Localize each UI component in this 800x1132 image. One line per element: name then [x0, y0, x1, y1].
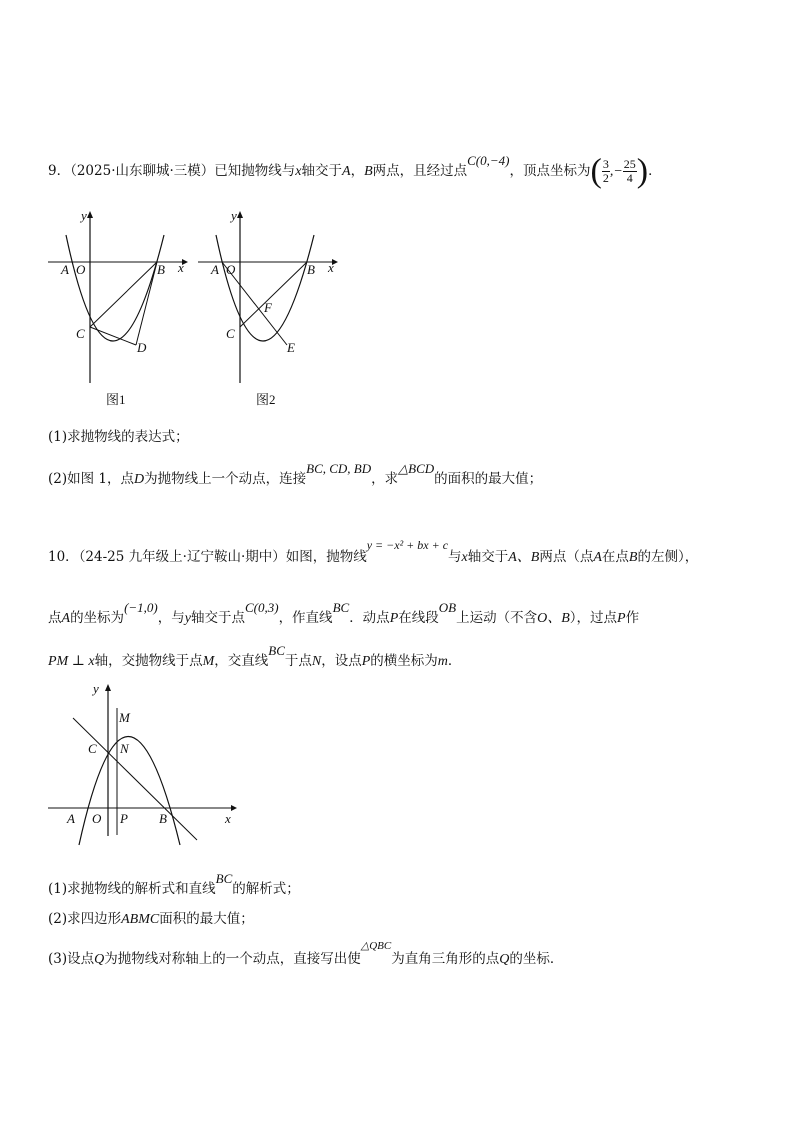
- x-axis-arrow: [231, 805, 237, 811]
- label-p: P: [120, 811, 128, 826]
- q10-equation: y = −x² + bx + c: [366, 538, 449, 552]
- label-y: y: [81, 208, 87, 223]
- q10-segment-ob: OB: [438, 600, 457, 615]
- q9-vertex-x: $\frac{3}{2}$: [602, 157, 609, 185]
- q9-stem: 9．（2025·山东聊城·三模）已知抛物线与x轴交于A，B两点，且经过点C(0,−4)，顶点坐标为( $\frac{3}{2}$ ,− $\frac{25}{4}$ )．: [48, 152, 662, 190]
- y-axis-arrow: [87, 211, 93, 218]
- label-a: A: [67, 811, 75, 826]
- label-c: C: [76, 326, 85, 341]
- q9-part-1: (1)求抛物线的表达式；: [48, 429, 189, 445]
- label-b: B: [307, 262, 315, 277]
- segment-bc: [240, 262, 307, 327]
- label-y: y: [93, 681, 99, 696]
- label-d: D: [137, 340, 147, 355]
- label-e: E: [287, 340, 295, 355]
- label-x: x: [225, 811, 231, 826]
- label-y: y: [231, 208, 237, 223]
- y-axis-arrow: [105, 684, 111, 691]
- y-axis-arrow: [237, 211, 243, 218]
- figure-caption: 图2: [256, 392, 276, 407]
- q9-segments: BC, CD, BD: [306, 461, 372, 476]
- q10-point-a: (−1,0): [124, 600, 158, 615]
- label-a: A: [211, 262, 219, 277]
- label-o: O: [92, 811, 102, 826]
- q9-number: 9．: [48, 163, 71, 179]
- label-c: C: [88, 741, 97, 756]
- q10-quadrilateral: ABMC: [121, 912, 160, 927]
- q10-pm-perp: PM ⊥ x: [48, 654, 95, 669]
- q10-part-2: (2)求四边形ABMC面积的最大值；: [48, 911, 254, 927]
- label-o: O: [76, 262, 86, 277]
- q9-figure-2: [195, 205, 345, 415]
- label-f: F: [264, 300, 272, 315]
- label-x: x: [178, 260, 184, 275]
- q10-number: 10．: [48, 549, 79, 565]
- label-b: B: [157, 262, 165, 277]
- q9-part-2: (2)如图 1，点D为抛物线上一个动点，连接BC, CD, BD，求△BCD的面积的最大值；: [48, 461, 543, 487]
- q10-stem-line-3: PM ⊥ x轴，交抛物线于点M，交直线BC于点N，设点P的横坐标为m．: [48, 643, 462, 669]
- label-n: N: [120, 741, 129, 756]
- label-a: A: [61, 262, 69, 277]
- figure-caption: 图1: [106, 392, 126, 407]
- q9-figure-1: [45, 205, 195, 415]
- q10-triangle-qbc: △QBC: [360, 940, 392, 952]
- q10-stem-line-2: 点A的坐标为(−1,0)，与y轴交于点C(0,3)，作直线BC．动点P在线段OB上运动（不含O、B），过点P作: [48, 600, 640, 626]
- label-o: O: [226, 262, 236, 277]
- q10-point-c: C(0,3): [244, 600, 279, 615]
- q9-triangle-bcd: △BCD: [398, 461, 435, 476]
- label-b: B: [159, 811, 167, 826]
- q9-vertex-y: $\frac{25}{4}$: [623, 157, 636, 185]
- q10-part-3: (3)设点Q为抛物线对称轴上的一个动点，直接写出使$^{\triangle QBC}$为直角三角形的点Q的坐标．: [48, 940, 564, 967]
- q10-line-bc: BC: [332, 600, 350, 615]
- q10-stem-line-1: 10．（24-25 九年级上·辽宁鞍山·期中）如图，抛物线y = −x² + bx + c与x轴交于A、B两点（点A在点B的左侧），: [48, 538, 699, 565]
- q10-source: （24-25 九年级上·辽宁鞍山·期中）: [78, 549, 286, 565]
- q10-figure: [45, 678, 245, 853]
- q9-point-c: C(0,−4): [467, 153, 510, 168]
- label-x: x: [328, 260, 334, 275]
- label-c: C: [226, 326, 235, 341]
- q9-source: （2025·山东聊城·三模）: [70, 163, 215, 179]
- segment-bd: [136, 262, 157, 345]
- segment-bc: [90, 262, 157, 327]
- q10-part-1: (1)求抛物线的解析式和直线BC的解析式；: [48, 871, 300, 897]
- label-m: M: [119, 710, 130, 725]
